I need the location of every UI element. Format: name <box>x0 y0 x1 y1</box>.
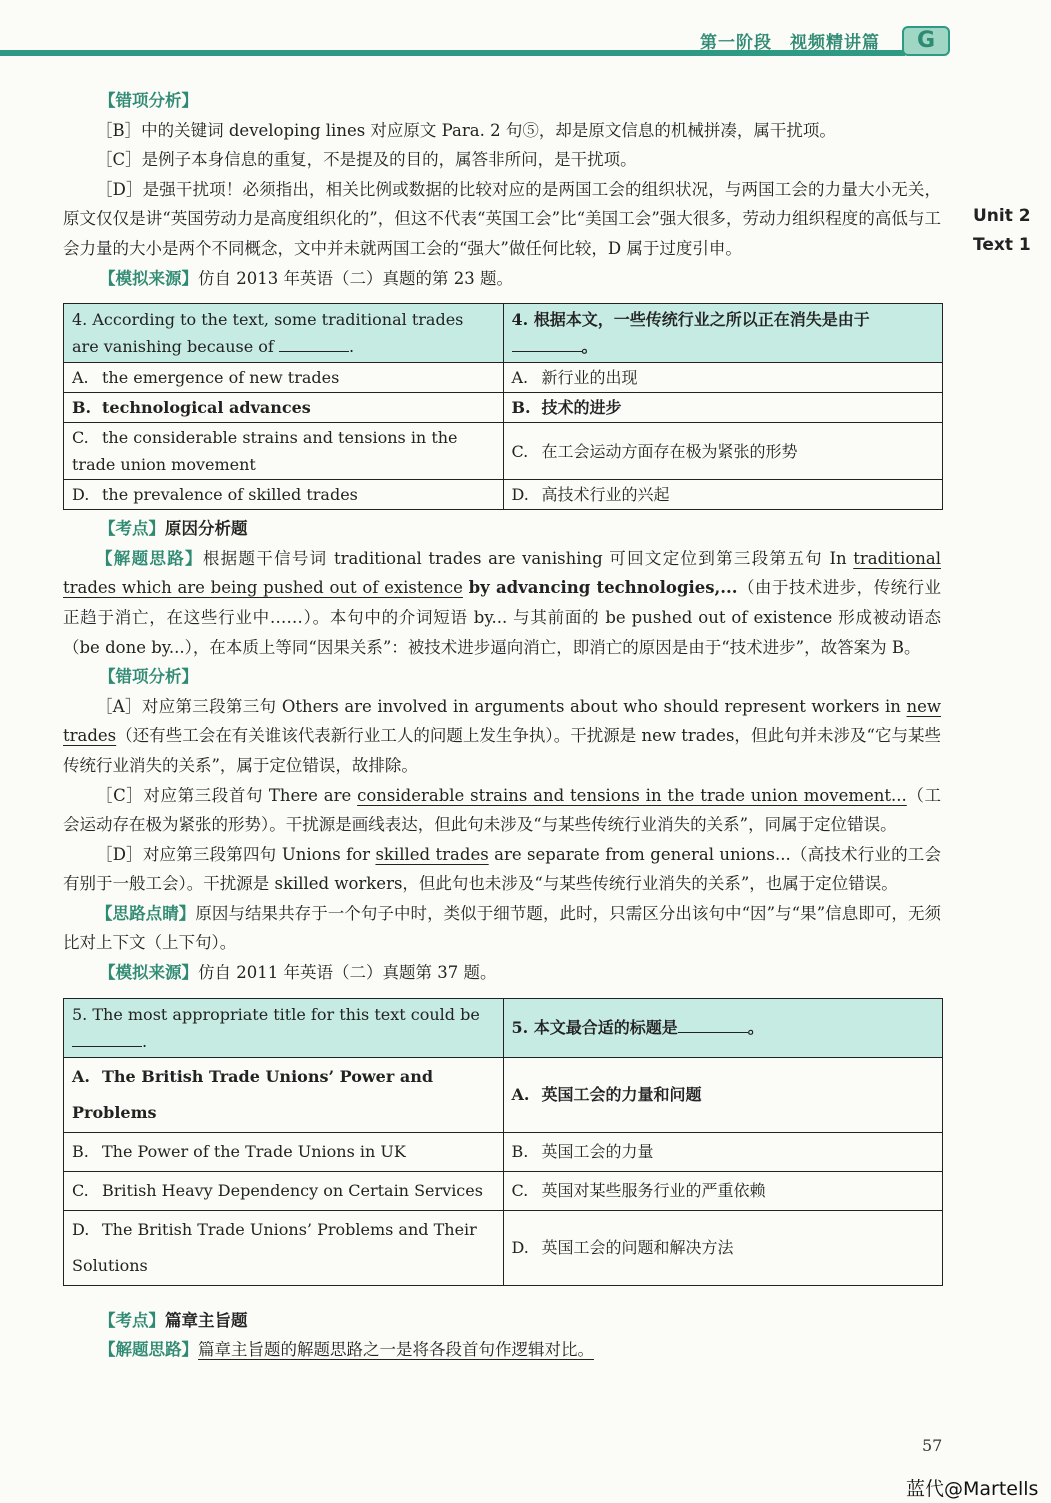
q4-option-a <box>64 363 943 393</box>
q4-option-c-analysis: ［C］对应第三段首句 There are considerable strains and tensions in the trade union movement...（工会运动存在极为紧张的形势）。干扰源是画线表达，但此句未涉及“与某些传统行业消失的关系”，同属于定位错误。 <box>63 785 941 835</box>
q4-option-a-zh: A. 新行业的出现 <box>503 363 943 393</box>
q5-option-a <box>64 1057 943 1132</box>
option-d-analysis: ［D］是强干扰项！必须指出，相关比例或数据的比较对应的是两国工会的组织状况，与两国工会的力量大小无关，原文仅仅是讲“英国劳动力是高度组织化的”，但这不代表“英国工会”比“美国工会”强大很多，劳动力组织程度的高低与工会力量的大小是两个不同概念，文中并未就两国工会的“强大”做任何比较，D 属于过度引申。 <box>63 179 941 258</box>
q4-option-d-analysis: ［D］对应第三段第四句 Unions for skilled trades are separate from general unions...（高技术行业的工会有别于一般工会）。干扰源是 skilled workers，但此句也未涉及“与某些传统行业消失的关系”，也属于定位错误。 <box>63 844 941 894</box>
q4-stem-row <box>64 304 943 363</box>
q4-option-a-analysis: ［A］对应第三段第三句 Others are involved in arguments about who should represent workers in new trades（还有些工会在有关谁该代表新行业工人的问题上发生争执）。干扰源是 new trades，但此句并未涉及“它与某些传统行业消失的关系”，属于定位错误，故排除。 <box>63 696 941 775</box>
q5-stem-zh: 5. 本文最合适的标题是 。 <box>503 998 943 1057</box>
q5-stem-en: 5. The most appropriate title for this text could be . <box>64 998 504 1057</box>
answer-blank <box>512 336 582 352</box>
answer-blank <box>279 336 349 352</box>
q5-option-a-en: A. The British Trade Unions’ Power and Problems <box>64 1057 504 1132</box>
q5-option-d-en: D. The British Trade Unions’ Problems and Their Solutions <box>64 1210 504 1285</box>
q5-option-c-en: C. British Heavy Dependency on Certain Services <box>64 1171 504 1210</box>
source-tag: 【模拟来源】 <box>99 268 198 288</box>
option-c-analysis: ［C］是例子本身信息的重复，不是提及的目的，属答非所问，是干扰项。 <box>96 150 637 170</box>
q5-option-b <box>64 1132 943 1171</box>
answer-blank <box>678 1017 748 1033</box>
q4-option-a-en: A. the emergence of new trades <box>64 363 504 393</box>
source-line <box>63 264 941 294</box>
q4-option-b-zh: B. 技术的进步 <box>503 393 943 423</box>
q4-option-c-en: C. the considerable strains and tensions in the trade union movement <box>64 423 504 480</box>
error-analysis-tag: 【错项分析】 <box>99 91 198 110</box>
question-4-table <box>63 303 943 510</box>
q4-option-d-en: D. the prevalence of skilled trades <box>64 480 504 510</box>
q4-option-b <box>64 393 943 423</box>
q4-option-d <box>64 480 943 510</box>
solution-line-2: 【解题思路】篇章主旨题的解题思路之一是将各段首句作逻辑对比。 <box>99 1340 594 1360</box>
option-b-analysis: ［B］中的关键词 developing lines 对应原文 Para. 2 句⑤，却是原文信息的机械拼凑，属干扰项。 <box>96 120 836 140</box>
q4-option-b-en: B. technological advances <box>64 393 504 423</box>
q5-option-c <box>64 1171 943 1210</box>
q4-stem-en: 4. According to the text, some traditional trades are vanishing because of . <box>64 304 504 363</box>
q5-option-c-zh: C. 英国对某些服务行业的严重依赖 <box>503 1171 943 1210</box>
test-point-line-2: 【考点】篇章主旨题 <box>99 1310 248 1330</box>
header-logo-icon: G <box>902 26 950 56</box>
q5-option-d <box>64 1210 943 1285</box>
q5-stem-row <box>64 998 943 1057</box>
solution-paragraph: 【解题思路】根据题干信号词 traditional trades are vanishing 可回文定位到第三段第五句 In traditional trades which are being pushed out of existence by advancing technologies,...（由于技术进步，传统行业正趋于消亡，在这些行业中……）。本句中的介词短语 by... 与其前面的 be pushed out of existence 形成被动语态（be done by...），在本质上等同“因果关系”：被技术进步逼向消亡，即消亡的原因是由于“技术进步”，故答案为 B。 <box>63 548 941 657</box>
page-number: 57 <box>922 1436 943 1455</box>
q4-stem-zh: 4. 根据本文，一些传统行业之所以正在消失是由于。 <box>503 304 943 363</box>
answer-blank <box>72 1031 142 1047</box>
test-point-line: 【考点】原因分析题 <box>99 519 248 539</box>
side-text-label: Text 1 <box>973 235 1031 255</box>
side-unit-label: Unit 2 <box>973 206 1031 226</box>
insight-paragraph: 【思路点睛】原因与结果共存于一个句子中时，类似于细节题，此时，只需区分出该句中“因”与“果”信息即可，无须比对上下文（上下句）。 <box>63 903 942 953</box>
q5-option-a-zh: A. 英国工会的力量和问题 <box>503 1057 943 1132</box>
watermark: 蓝代@Martells <box>906 1478 1039 1500</box>
error-analysis-tag-2: 【错项分析】 <box>99 667 198 687</box>
q4-option-c <box>64 423 943 480</box>
q5-option-b-en: B. The Power of the Trade Unions in UK <box>64 1132 504 1171</box>
source-line-2: 【模拟来源】仿自 2011 年英语（二）真题第 37 题。 <box>99 963 497 983</box>
source-text: 仿自 2013 年英语（二）真题的第 23 题。 <box>198 268 513 288</box>
question-5-table <box>63 998 943 1286</box>
q5-option-b-zh: B. 英国工会的力量 <box>503 1132 943 1171</box>
q5-option-d-zh: D. 英国工会的问题和解决方法 <box>503 1210 943 1285</box>
q4-option-c-zh: C. 在工会运动方面存在极为紧张的形势 <box>503 423 943 480</box>
header-title: 第一阶段 视频精讲篇 <box>700 33 880 53</box>
page-content <box>63 86 941 1365</box>
q4-option-d-zh: D. 高技术行业的兴起 <box>503 480 943 510</box>
